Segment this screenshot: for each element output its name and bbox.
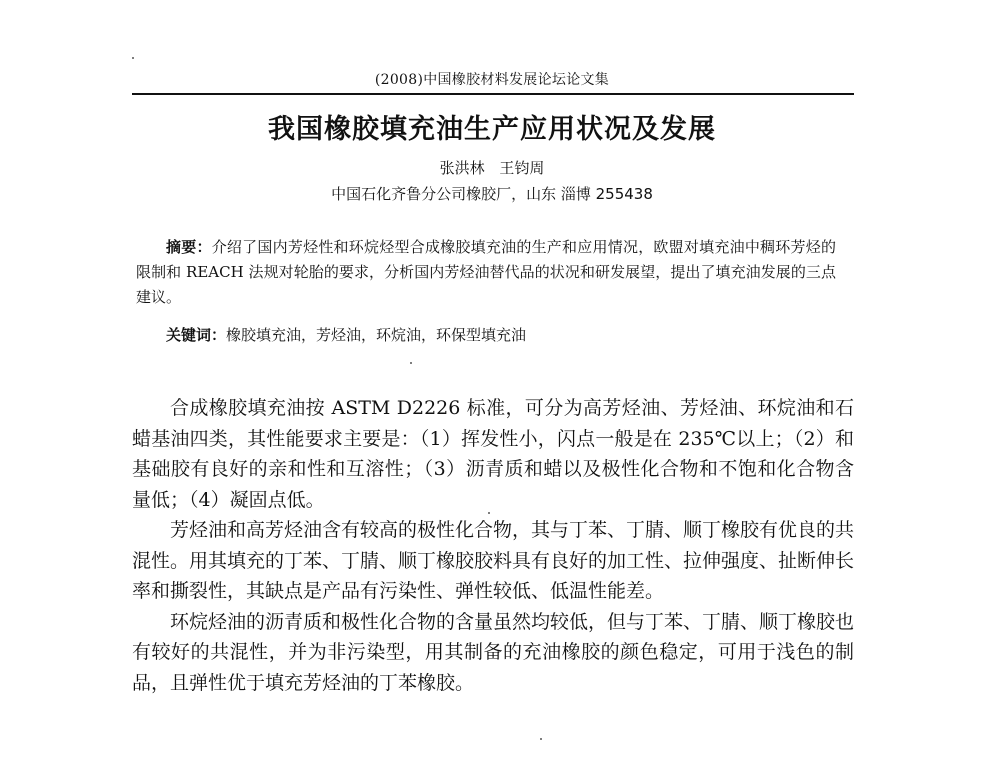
abstract-text: 介绍了国内芳烃性和环烷烃型合成橡胶填充油的生产和应用情况，欧盟对填充油中稠环芳烃的限制和 REACH 法规对轮胎的要求，分析国内芳烃油替代品的状况和研发展望，提出了填充油发展的三点建议。	[136, 238, 836, 306]
abstract	[136, 235, 836, 310]
body-text	[132, 393, 854, 698]
keywords-label: 关键词：	[166, 326, 227, 344]
body-paragraph: 芳烃油和高芳烃油含有较高的极性化合物，其与丁苯、丁腈、顺丁橡胶有优良的共混性。用其填充的丁苯、丁腈、顺丁橡胶胶料具有良好的加工性、拉伸强度、扯断伸长率和撕裂性，其缺点是产品有污染性、弹性较低、低温性能差。	[132, 519, 855, 602]
scan-speck	[540, 738, 542, 740]
scan-speck	[132, 57, 134, 59]
running-header: (2008)中国橡胶材料发展论坛论文集	[374, 72, 610, 88]
body-paragraph: 环烷烃油的沥青质和极性化合物的含量虽然均较低，但与丁苯、丁腈、顺丁橡胶也有较好的共混性，并为非污染型，用其制备的充油橡胶的颜色稳定，可用于浅色的制品，且弹性优于填充芳烃油的丁苯橡胶。	[132, 610, 855, 694]
abstract-label: 摘要：	[166, 238, 212, 256]
article-affiliation: 中国石化齐鲁分公司橡胶厂，山东 淄博 255438	[331, 185, 653, 203]
keywords-text: 橡胶填充油，芳烃油，环烷油，环保型填充油	[226, 326, 527, 344]
body-paragraph: 合成橡胶填充油按 ASTM D2226 标准，可分为高芳烃油、芳烃油、环烷油和石蜡基油四类，其性能要求主要是：（1）挥发性小，闪点一般是在 235℃以上；（2）和基础胶有良好的亲和性和互溶性；（3）沥青质和蜡以及极性化合物和不饱和化合物含量低；（4）凝固点低。	[132, 397, 854, 511]
scan-speck	[410, 362, 412, 364]
article-authors: 张洪林 王钧周	[439, 159, 545, 177]
keywords	[136, 323, 836, 348]
article-title: 我国橡胶填充油生产应用状况及发展	[268, 114, 716, 145]
header-rule	[132, 93, 854, 95]
